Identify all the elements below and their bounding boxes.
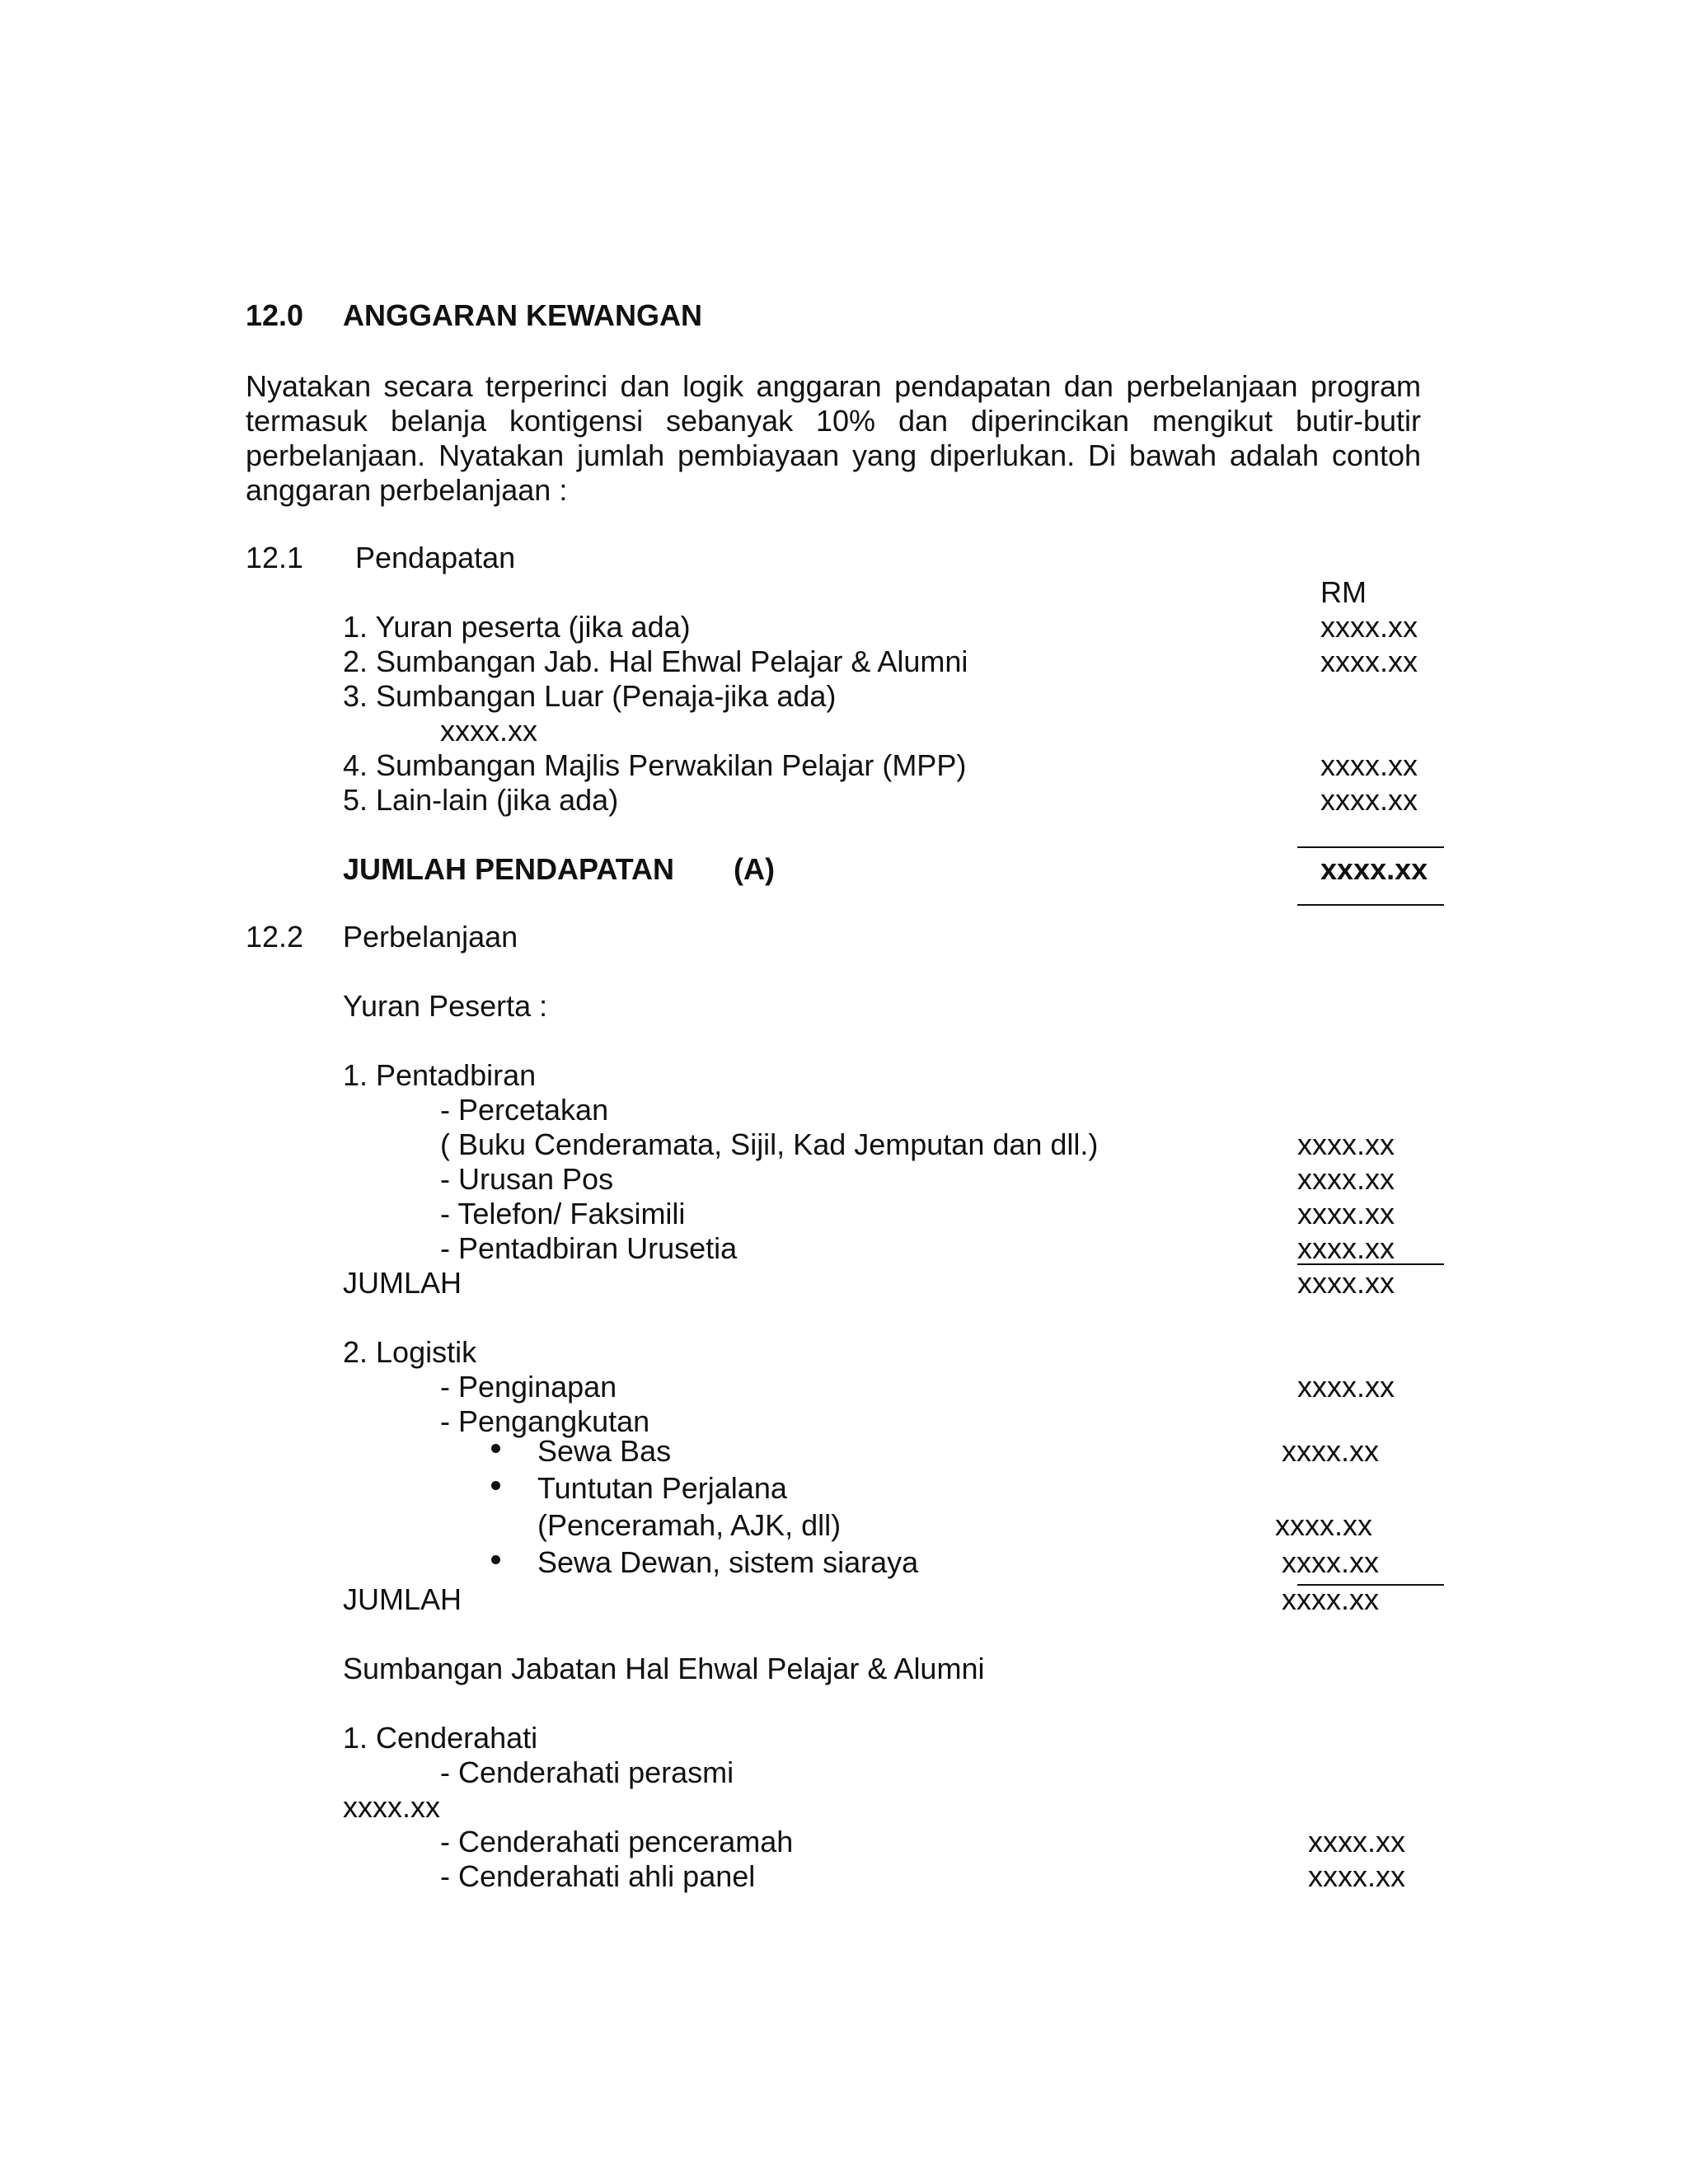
lodging-label: - Penginapan: [440, 1370, 617, 1404]
intro-line-3: perbelanjaan. Nyatakan jumlah pembiayaan yang diperlukan. Di bawah adalah contoh: [246, 438, 1421, 472]
logistics-title: 2. Logistik: [343, 1335, 477, 1369]
bullet-icon: [491, 1481, 500, 1490]
bus-label: Sewa Bas: [537, 1434, 672, 1468]
income-item-amount: xxxx.xx: [1320, 748, 1418, 782]
income-item-amount: xxxx.xx: [1320, 610, 1418, 644]
panel-amount: xxxx.xx: [1308, 1859, 1406, 1893]
total-rule-bottom: [1297, 904, 1444, 906]
postal-amount: xxxx.xx: [1297, 1162, 1395, 1196]
income-total-label: JUMLAH PENDAPATAN: [343, 852, 674, 886]
income-total-amount: xxxx.xx: [1320, 852, 1428, 886]
panel-label: - Cenderahati ahli panel: [440, 1859, 756, 1893]
expense-number: 12.2: [246, 920, 304, 954]
printing-label: - Percetakan: [440, 1093, 609, 1127]
travel-claim-label: Tuntutan Perjalana: [537, 1471, 787, 1505]
postal-label: - Urusan Pos: [440, 1162, 614, 1196]
bus-amount: xxxx.xx: [1282, 1434, 1380, 1468]
speaker-label: - Cenderahati penceramah: [440, 1825, 794, 1858]
intro-line-1: Nyatakan secara terperinci dan logik anggaran pendapatan dan perbelanjaan program: [246, 369, 1421, 403]
income-item-label: 5. Lain-lain (jika ada): [343, 783, 619, 817]
transport-label: - Pengangkutan: [440, 1404, 650, 1438]
printing-detail: ( Buku Cenderamata, Sijil, Kad Jemputan dan dll.): [440, 1127, 1099, 1161]
income-item-label: 2. Sumbangan Jab. Hal Ehwal Pelajar & Alumni: [343, 644, 968, 678]
printing-amount: xxxx.xx: [1297, 1127, 1395, 1161]
travel-claim-amount: xxxx.xx: [1275, 1508, 1373, 1542]
total-rule-top: [1297, 846, 1444, 848]
income-item-label: 1. Yuran peserta (jika ada): [343, 610, 691, 644]
bullet-icon: [491, 1444, 500, 1453]
admin-total-label: JUMLAH: [343, 1266, 462, 1300]
hall-label: Sewa Dewan, sistem siaraya: [537, 1545, 919, 1579]
fee-group-heading: Yuran Peserta :: [343, 989, 548, 1023]
secretariat-amount: xxxx.xx: [1297, 1231, 1395, 1265]
currency-header: RM: [1320, 575, 1367, 609]
lodging-amount: xxxx.xx: [1297, 1370, 1395, 1404]
income-item-amount: xxxx.xx: [1320, 783, 1418, 817]
dept-group-heading: Sumbangan Jabatan Hal Ehwal Pelajar & Alumni: [343, 1652, 985, 1685]
secretariat-label: - Pentadbiran Urusetia: [440, 1231, 738, 1265]
admin-subtotal-rule: [1297, 1263, 1444, 1265]
speaker-amount: xxxx.xx: [1308, 1825, 1406, 1858]
souvenir-title: 1. Cenderahati: [343, 1721, 538, 1755]
income-item-label: 3. Sumbangan Luar (Penaja-jika ada): [343, 679, 837, 713]
section-number: 12.0: [246, 298, 304, 332]
bullet-icon: [491, 1555, 500, 1564]
phone-label: - Telefon/ Faksimili: [440, 1197, 686, 1230]
income-item-amount: xxxx.xx: [1320, 644, 1418, 678]
phone-amount: xxxx.xx: [1297, 1197, 1395, 1230]
travel-claim-detail: (Penceramah, AJK, dll): [537, 1508, 842, 1542]
admin-total-amount: xxxx.xx: [1297, 1266, 1395, 1300]
income-item-amount: xxxx.xx: [440, 714, 538, 748]
admin-title: 1. Pentadbiran: [343, 1058, 537, 1092]
expense-title: Perbelanjaan: [343, 920, 518, 954]
officiator-amount: xxxx.xx: [343, 1790, 441, 1824]
intro-line-4: anggaran perbelanjaan :: [246, 473, 568, 507]
intro-line-2: termasuk belanja kontigensi sebanyak 10% dan diperincikan mengikut butir-butir: [246, 404, 1421, 438]
logistics-total-label: JUMLAH: [343, 1582, 462, 1616]
hall-amount: xxxx.xx: [1282, 1545, 1380, 1579]
income-title: Pendapatan: [355, 541, 516, 574]
income-total-tag: (A): [734, 852, 775, 886]
logistics-total-amount: xxxx.xx: [1282, 1582, 1380, 1616]
section-title: ANGGARAN KEWANGAN: [343, 298, 702, 332]
income-item-label: 4. Sumbangan Majlis Perwakilan Pelajar (MPP): [343, 748, 967, 782]
officiator-label: - Cenderahati perasmi: [440, 1755, 734, 1789]
income-number: 12.1: [246, 541, 304, 574]
